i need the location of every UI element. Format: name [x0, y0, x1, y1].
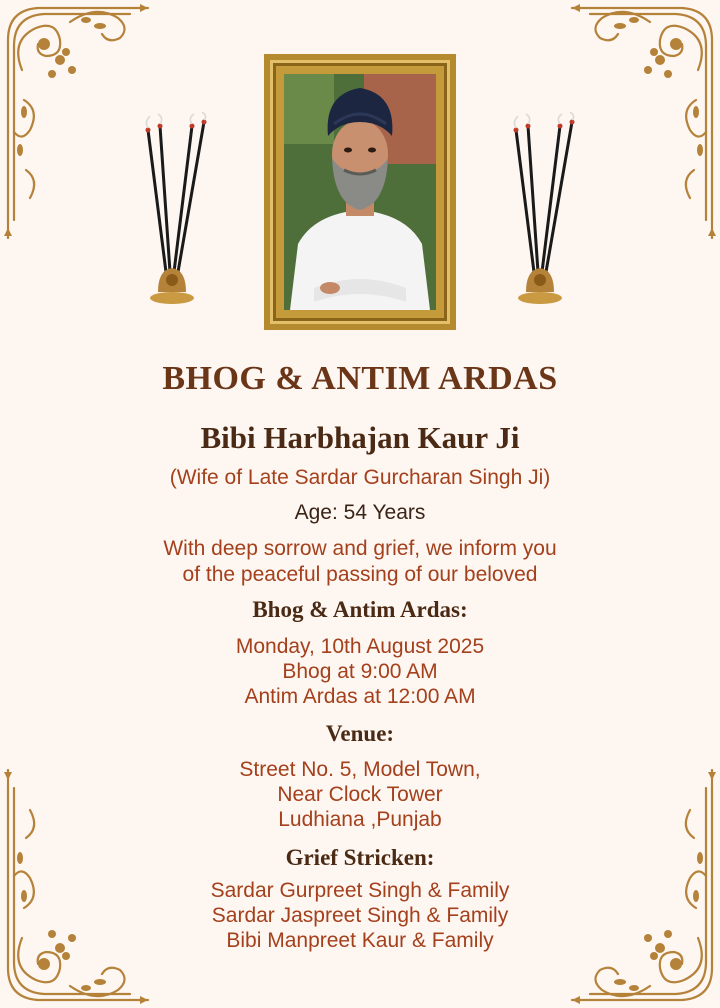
grief-family-list — [0, 878, 720, 953]
bhog-heading: Bhog & Antim Ardas: — [252, 597, 468, 622]
antim-ardas-time: Antim Ardas at 12:00 AM — [244, 685, 476, 708]
portrait-photo — [284, 74, 436, 310]
floral-corner-icon — [570, 0, 720, 240]
relation-text: (Wife of Late Sardar Gurcharan Singh Ji) — [169, 466, 551, 489]
age-text: Age: 54 Years — [294, 501, 426, 524]
deceased-name: Bibi Harbhajan Kaur Ji — [200, 420, 520, 455]
venue-heading: Venue: — [325, 721, 395, 746]
portrait-frame — [264, 54, 456, 330]
incense-sticks-icon — [130, 112, 210, 312]
family-line: Sardar Jaspreet Singh & Family — [211, 904, 509, 927]
grief-heading: Grief Stricken: — [285, 845, 435, 870]
family-line: Bibi Manpreet Kaur & Family — [226, 929, 494, 952]
venue-line: Street No. 5, Model Town, — [239, 758, 481, 781]
venue-address — [0, 757, 720, 832]
card-title: BHOG & ANTIM ARDAS — [162, 360, 558, 397]
bhog-time: Bhog at 9:00 AM — [282, 660, 438, 683]
incense-sticks-icon — [498, 112, 578, 312]
message-line: With deep sorrow and grief, we inform you — [163, 537, 557, 560]
bhog-date: Monday, 10th August 2025 — [235, 635, 485, 658]
venue-line: Near Clock Tower — [277, 783, 443, 806]
floral-corner-icon — [0, 0, 150, 240]
message-line: of the peaceful passing of our beloved — [182, 563, 538, 586]
family-line: Sardar Gurpreet Singh & Family — [210, 879, 510, 902]
condolence-message — [0, 536, 720, 588]
venue-line: Ludhiana ,Punjab — [278, 808, 442, 831]
bhog-details — [0, 634, 720, 709]
